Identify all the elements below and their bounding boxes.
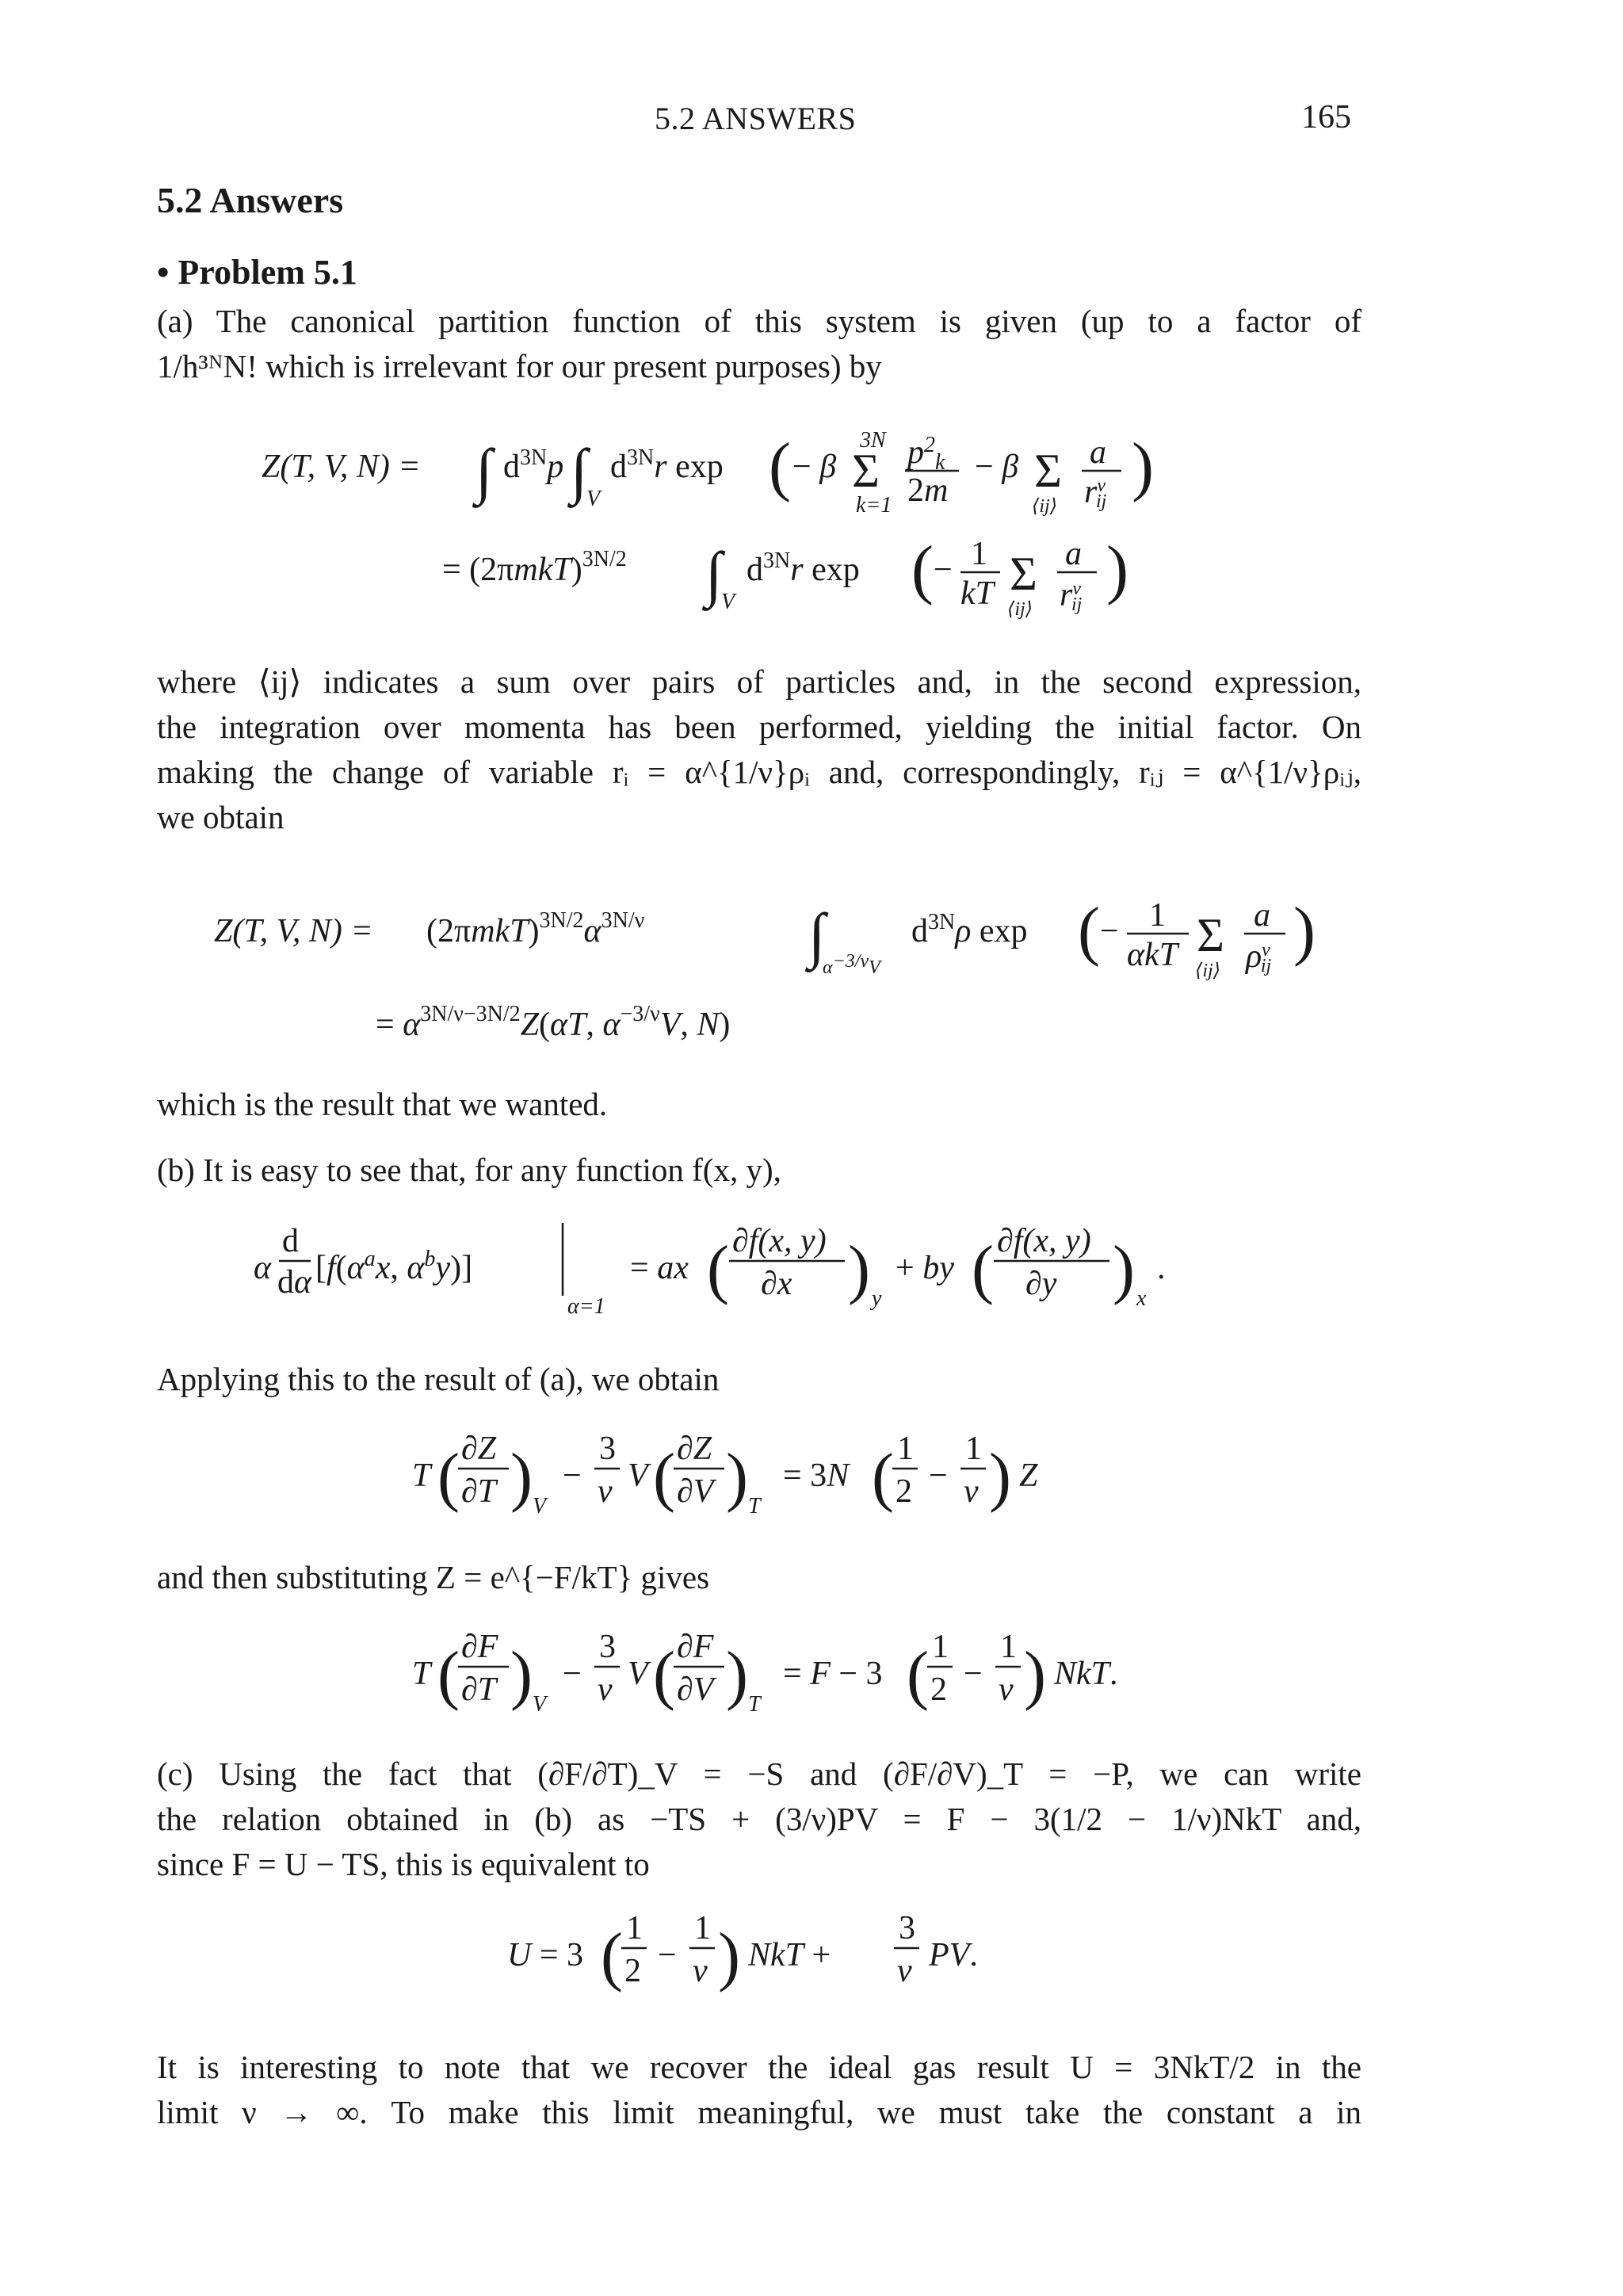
eq-symbol: T: [412, 1656, 431, 1692]
eq-symbol: α: [254, 1250, 272, 1286]
eq-symbol: ∂T: [461, 1671, 497, 1708]
paren: ): [1106, 533, 1128, 606]
eq-symbol: $d^{3N}r$ exp: [610, 445, 724, 485]
paren: ): [510, 1638, 533, 1712]
text-line: we obtain: [157, 799, 285, 835]
eq-symbol: k=1: [856, 493, 892, 518]
eq-symbol: −: [563, 1457, 582, 1494]
eq-symbol: ⟨ij⟩: [1195, 961, 1221, 981]
eq-symbol: Z: [1019, 1457, 1038, 1494]
eq-symbol: ∂y: [1025, 1266, 1057, 1302]
eq-symbol: PV.: [929, 1937, 978, 1973]
paren: ): [1024, 1638, 1046, 1712]
running-head: 5.2 ANSWERS: [655, 101, 857, 136]
eq-symbol: V: [586, 487, 601, 511]
eq-symbol: dα: [277, 1264, 312, 1301]
paren: ): [726, 1440, 748, 1514]
eq-symbol: ∂f(x, y): [997, 1223, 1091, 1259]
eq-symbol: = ax: [630, 1250, 689, 1286]
equation-energy-svg: [507, 1902, 1141, 2013]
paren: ): [989, 1440, 1011, 1514]
eq-symbol: ∂Z: [677, 1431, 712, 1467]
eq-symbol: 1: [965, 1431, 982, 1467]
paren: ): [1293, 894, 1316, 968]
equation-rescaled-svg: [214, 880, 1339, 1070]
eq-symbol: a: [1090, 434, 1106, 471]
eq-symbol: 3: [599, 1431, 616, 1467]
eq-symbol: $r^\nu$ ij: [1060, 577, 1083, 615]
eq-symbol: kT: [960, 575, 994, 612]
eq-symbol: $(2\pi mkT)^{3N/2}\alpha^{3N/\nu}$: [426, 908, 645, 949]
eq-symbol: 3: [899, 1910, 915, 1946]
sum-sign: Σ: [852, 445, 880, 497]
paren: (: [972, 1232, 994, 1306]
eq-symbol: y: [872, 1286, 882, 1311]
eq-symbol: 2: [624, 1953, 641, 1989]
page-number: 165: [1301, 99, 1351, 136]
eq-symbol: 1: [694, 1910, 711, 1946]
paren: (: [907, 1638, 929, 1712]
eq-symbol: − β: [975, 449, 1019, 485]
eq-symbol: $\rho^\nu$ ij: [1246, 938, 1272, 976]
paren: ): [1132, 430, 1154, 503]
equation-z-relation: [412, 1423, 1125, 1534]
equation-partition-function-svg: [262, 412, 1331, 618]
eq-symbol: Z(T, V, N) =: [214, 913, 373, 949]
integral-sign: ∫: [475, 436, 493, 505]
eq-symbol: α=1: [567, 1294, 605, 1319]
equation-partition-function: [262, 412, 1331, 618]
eq-symbol: V: [628, 1656, 648, 1692]
paragraph-c: [157, 1752, 1361, 1887]
text-line: (c) Using the fact that (∂F/∂T)_V = −S and (∂F/∂V)_T = −P, we can write: [157, 1755, 1361, 1792]
sum-sign: Σ: [1197, 909, 1224, 961]
eq-symbol: $d^{3N}\rho$ exp: [911, 910, 1028, 949]
eq-symbol: 1: [897, 1431, 914, 1467]
eq-symbol: 1: [626, 1910, 643, 1946]
eq-symbol: 3N: [860, 428, 886, 453]
paragraph-final: [157, 2045, 1361, 2135]
paragraph-substituting: [157, 1555, 1361, 1600]
equation-f-relation: [412, 1621, 1205, 1732]
eq-symbol: αkT: [1127, 937, 1178, 973]
text-line: making the change of variable rᵢ = α^{1/ν}ρᵢ and, correspondingly, rᵢⱼ = α^{1/ν}ρᵢⱼ,: [157, 754, 1361, 790]
eq-symbol: Z(T, V, N) =: [262, 449, 421, 485]
text-line: and then substituting Z = e^{−F/kT} gives: [157, 1559, 710, 1595]
paragraph-a-intro: [157, 299, 1361, 389]
eq-symbol: −: [934, 552, 953, 588]
sum-sign: Σ: [1010, 548, 1037, 600]
paren: (: [653, 1638, 675, 1712]
eq-symbol: U = 3: [507, 1937, 584, 1973]
eq-symbol: T: [748, 1494, 761, 1519]
eq-symbol: ν: [999, 1671, 1014, 1708]
text-line: (a) The canonical partition function of this system is given (up to a factor of: [157, 303, 1361, 339]
eq-symbol: ∂f(x, y): [732, 1223, 827, 1259]
paragraph-where: [157, 659, 1361, 840]
eq-symbol: ∂V: [677, 1473, 714, 1510]
text-line: the integration over momenta has been performed, yielding the initial factor. On: [157, 709, 1361, 745]
eq-symbol: 1: [1149, 897, 1166, 934]
text-line: which is the result that we wanted.: [157, 1086, 608, 1122]
eq-symbol: x: [1136, 1286, 1147, 1311]
eq-symbol: 1: [971, 536, 987, 572]
paren: (: [437, 1638, 460, 1712]
integral-sign: ∫: [808, 900, 826, 969]
eq-symbol: V: [628, 1457, 648, 1494]
text-line: since F = U − TS, this is equivalent to: [157, 1846, 650, 1882]
eq-symbol: ∂V: [677, 1671, 714, 1708]
eq-symbol: 2: [930, 1671, 947, 1708]
eq-symbol: $p^2_k$: [907, 433, 945, 475]
text-line: (b) It is easy to see that, for any function f(x, y),: [157, 1152, 781, 1188]
paren: (: [769, 430, 791, 503]
eq-symbol: ∂T: [461, 1473, 497, 1510]
paragraph-b-intro: [157, 1148, 1361, 1193]
eq-symbol: = $\alpha^{3N/\nu-3N/2}Z(\alpha T$, $\alpha^{-3/\nu}V$, N): [376, 1002, 731, 1043]
eq-symbol: −: [1100, 913, 1119, 949]
paren: (: [707, 1232, 729, 1306]
paren: (: [1078, 894, 1100, 968]
eq-symbol: −: [929, 1457, 948, 1494]
eq-symbol: a: [1065, 536, 1082, 572]
integral-sign: ∫: [571, 436, 588, 505]
eq-symbol: .: [1157, 1250, 1166, 1286]
paren: (: [911, 533, 934, 606]
eq-symbol: V: [721, 590, 735, 614]
eq-symbol: −: [563, 1656, 582, 1692]
eq-symbol: ∂F: [677, 1629, 714, 1665]
eq-symbol: − β: [792, 449, 837, 485]
paren: ): [848, 1232, 870, 1306]
eq-symbol: V: [533, 1692, 547, 1717]
eq-symbol: T: [412, 1457, 431, 1494]
problem-title: • Problem 5.1: [157, 253, 357, 292]
eq-symbol: ∂F: [461, 1629, 498, 1665]
eq-symbol: ∂x: [761, 1266, 792, 1302]
eq-symbol: $r^\nu$ ij: [1084, 474, 1107, 512]
eq-symbol: d: [282, 1223, 299, 1259]
equation-scaling-derivative-svg: [254, 1217, 1268, 1328]
eq-symbol: ⟨ij⟩: [1032, 496, 1058, 517]
eq-symbol: ν: [598, 1671, 613, 1708]
eq-symbol: = $(2\pi mkT)^{3N/2}$: [442, 547, 627, 588]
eq-symbol: ν: [964, 1473, 979, 1510]
eq-symbol: α−3/νV: [823, 951, 880, 978]
equation-energy: [507, 1902, 1141, 2013]
paren: ): [718, 1920, 740, 1993]
paren: ): [510, 1440, 533, 1514]
eq-symbol: ν: [897, 1953, 912, 1989]
text-line: 1/h³ᴺN! which is irrelevant for our present purposes) by: [157, 348, 882, 384]
text-line: where ⟨ij⟩ indicates a sum over pairs of particles and, in the second expression,: [157, 663, 1361, 700]
eq-symbol: a: [1254, 897, 1270, 934]
text-line: It is interesting to note that we recover the ideal gas result U = 3NkT/2 in the: [157, 2049, 1361, 2085]
eq-symbol: ∂Z: [461, 1431, 497, 1467]
eq-symbol: $d^{3N}r$ exp: [747, 548, 860, 588]
eq-symbol: 2: [896, 1473, 912, 1510]
eq-symbol: ⟨ij⟩: [1007, 599, 1033, 620]
eq-symbol: 2m: [907, 472, 949, 509]
equation-z-relation-svg: [412, 1423, 1125, 1534]
text-line: limit ν → ∞. To make this limit meaningful, we must take the constant a in: [157, 2094, 1361, 2130]
eq-symbol: ν: [598, 1473, 613, 1510]
paren: ): [726, 1638, 748, 1712]
eq-symbol: −: [964, 1656, 983, 1692]
paren: (: [601, 1920, 623, 1993]
integral-sign: ∫: [705, 539, 723, 608]
eq-symbol: ν: [693, 1953, 708, 1989]
paren: (: [653, 1440, 675, 1514]
paren: (: [437, 1440, 460, 1514]
equation-rescaled: [214, 880, 1339, 1070]
eq-symbol: NkT +: [748, 1937, 831, 1973]
eq-symbol: V: [533, 1494, 547, 1519]
text-line: the relation obtained in (b) as −TS + (3/ν)PV = F − 3(1/2 − 1/ν)NkT and,: [157, 1801, 1361, 1837]
paren: (: [872, 1440, 894, 1514]
eq-symbol: 1: [932, 1629, 949, 1665]
paren: ): [1113, 1232, 1135, 1306]
eq-symbol: −: [658, 1937, 677, 1973]
section-title: 5.2 Answers: [157, 180, 344, 220]
eq-symbol: $d^{3N}p$: [503, 445, 564, 485]
paragraph-result: [157, 1082, 1361, 1127]
eq-symbol: T: [748, 1692, 761, 1717]
eq-symbol: NkT.: [1054, 1656, 1118, 1692]
eq-symbol: + by: [896, 1250, 954, 1286]
text-line: Applying this to the result of (a), we obtain: [157, 1361, 720, 1397]
sum-sign: Σ: [1034, 445, 1062, 497]
eq-symbol: 1: [1000, 1629, 1017, 1665]
eq-symbol: [$f(\alpha^ax$, $\alpha^by$)]: [315, 1247, 473, 1286]
eq-symbol: 3: [599, 1629, 616, 1665]
eq-symbol: = F − 3: [783, 1656, 883, 1692]
eq-symbol: = 3N: [783, 1457, 850, 1494]
paragraph-applying: [157, 1357, 1361, 1402]
equation-scaling-derivative: [254, 1217, 1268, 1328]
equation-f-relation-svg: [412, 1621, 1205, 1732]
